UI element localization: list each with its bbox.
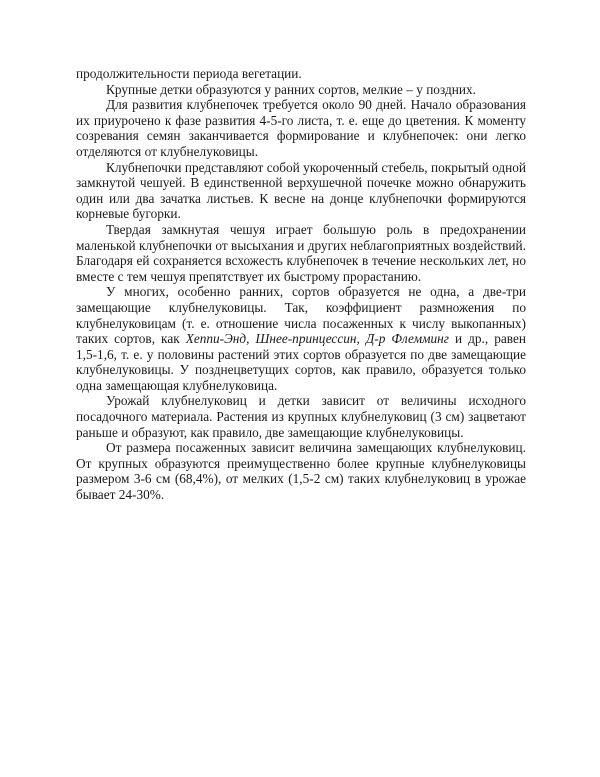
paragraph-replacement-corms xyxy=(76,284,526,393)
paragraph-cormlet-structure: Клубнепочки представляют собой укороченный стебель, покрытый одной замкнутой чешуей. В единственной верхушечной почечке можно обнаружить один или два зачатка листьев. К весне на донце клубнепочки формируются корневые бугорки. xyxy=(76,159,526,222)
paragraph-replacement-corms-part1: У многих, особенно ранних, сортов образуется не одна, а две-три замещающие клубнелуковицы. Так, коэффициент размножения по клубнелуковицам (т. е. отношение числа посаженных к числу выкопанных) таких сортов, как xyxy=(76,284,526,347)
paragraph-cormlet-development: Для развития клубнепочек требуется около 90 дней. Начало образования их приурочено к фазе развития 4-5-го листа, т. е. еще до цветения. К моменту созревания семян заканчивается формирование и клубнепочек: они легко отделяются от клубнелуковицы. xyxy=(76,97,526,159)
paragraph-continuation: продолжительности периода вегетации. xyxy=(76,66,302,81)
variety-names: Хеппи-Энд, Шнее-принцессин, Д-р Флемминг xyxy=(185,331,449,347)
document-page xyxy=(76,66,526,503)
paragraph-size-dependence: От размера посаженных зависит величина замещающих клубнелуковиц. От крупных образуются преимущественно более крупные клубнелуковицы размером 3-6 см (68,4%), от мелких (1,5-2 см) таких клубнелуковиц в урожае бывает 24-30%. xyxy=(76,440,526,503)
paragraph-replacement-corms-part2: и др., равен 1,5-1,6, т. е. у половины растений этих сортов образуется по две замещающие клубнелуковицы. У позднецветущих сортов, как правило, образуется только одна замещающая клубнелуковица. xyxy=(76,331,526,393)
paragraph-yield: Урожай клубнелуковиц и детки зависит от величины исходного посадочного материала. Растения из крупных клубнелуковиц (3 см) зацветают раньше и образуют, как правило, две замещающие клубнелуковицы. xyxy=(76,393,526,440)
paragraph-offsets-size: Крупные детки образуются у ранних сортов, мелкие – у поздних. xyxy=(106,81,476,97)
paragraph-scale-role: Твердая замкнутая чешуя играет большую роль в предохранении маленькой клубнепочки от высыхания и других неблагоприятных воздействий. Благодаря ей сохраняется всхожесть клубнепочек в течение нескольких лет, но вместе с тем чешуя препятствует их быстрому прорастанию. xyxy=(76,221,526,284)
